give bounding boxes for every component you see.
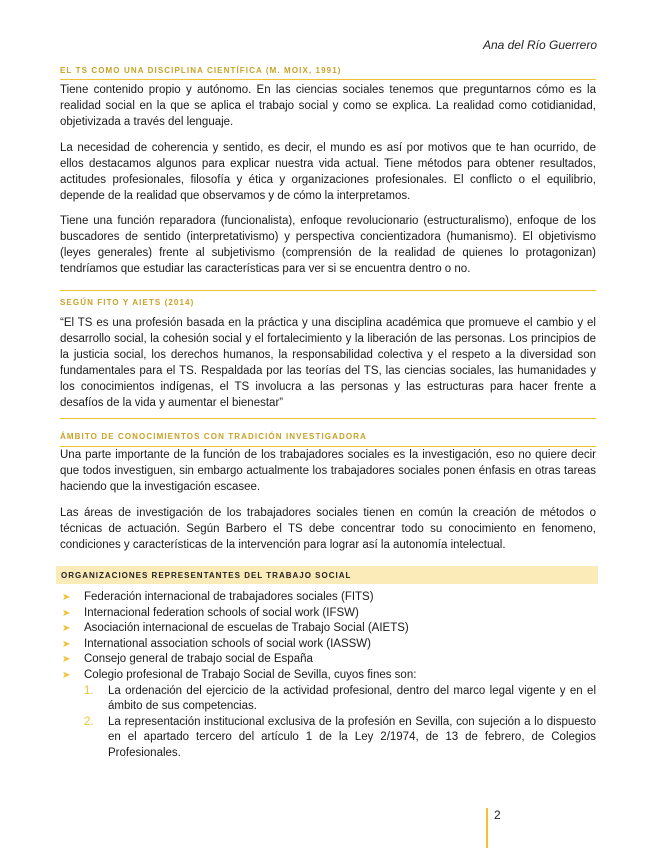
page-number: 2 xyxy=(486,808,501,848)
section-divider xyxy=(60,79,596,80)
sub-list xyxy=(84,684,596,762)
arrow-right-icon: ➤ xyxy=(62,623,71,635)
arrow-right-icon: ➤ xyxy=(62,592,71,603)
list-item: ➤ International association schools of social work (IASSW) xyxy=(60,637,596,653)
list-item: ➤ Federación internacional de trabajadores sociales (FITS) xyxy=(60,590,596,606)
paragraph: Tiene contenido propio y autónomo. En las ciencias sociales tenemos que preguntarnos cómo es la realidad social en la que se aplica el trabajo social y como se explica. La realidad como cotidianidad, objetivizada a través del lenguaje. xyxy=(60,84,596,128)
section-title-ts-disciplina: EL TS COMO UNA DISCIPLINA CIENTÍFICA (M. MOIX, 1991) xyxy=(60,66,342,75)
list-item: ➤ Colegio profesional de Trabajo Social de Sevilla, cuyos fines son: 1. La ordenación del ejercicio de la actividad profesional, dentro del marco legal vigente y en el ámbito de sus competencias. 2. La representación institucional exclusiva de la profesión en Sevilla, con sujeción a lo dispuesto en el apartado tercero del artículo 1 de la Ley 2/1974, de 13 de febrero, de Colegios Profesionales. xyxy=(60,668,596,762)
arrow-right-icon: ➤ xyxy=(62,654,71,666)
arrow-right-icon: ➤ xyxy=(62,638,71,650)
arrow-right-icon: ➤ xyxy=(62,607,71,619)
list-item: ➤ Internacional federation schools of social work (IFSW) xyxy=(60,606,596,622)
section-title-ambito: ÁMBITO DE CONOCIMIENTOS CON TRADICIÓN INVESTIGADORA xyxy=(60,432,367,441)
quote-paragraph: “El TS es una profesión basada en la práctica y una disciplina académica que promueve el cambio y el desarrollo social, la cohesión social y el fortalecimiento y la liberación de las personas. Los principios de la justicia social, los derechos humanos, la responsabilidad colectiva y el respeto a la diversidad son fundamentales para el TS. Respaldada por las teorías del TS, las ciencias sociales, las humanidades y los conocimientos indígenas, el TS involucra a las personas y las estructuras para hacer frente a desafíos de la vida y aumentar el bienestar” xyxy=(60,317,596,409)
sub-list-item: 1. La ordenación del ejercicio de la actividad profesional, dentro del marco legal vigente y en el ámbito de sus competencias. xyxy=(84,684,596,713)
section-divider xyxy=(60,290,596,291)
paragraph: Una parte importante de la función de los trabajadores sociales es la investigación, eso no quiere decir que todos investiguen, sin embargo actualmente los trabajadores sociales ponen énfasis en otras tareas haciendo que la investigación escasee. xyxy=(60,449,596,493)
section-title-organizaciones: ORGANIZACIONES REPRESENTANTES DEL TRABAJO SOCIAL xyxy=(61,571,352,580)
paragraph: Tiene una función reparadora (funcionalista), enfoque revolucionario (estructuralismo), enfoque de los buscadores de sentido (interpretativismo) y perspectiva concientizadora (humanismo). El objetivismo (leyes generales) frente al subjetivismo (comprensión de la realidad de quienes lo protagonizan) tendríamos que estudiar las características para ver si se encuentra dentro o no. xyxy=(60,215,596,275)
paragraph: La necesidad de coherencia y sentido, es decir, el mundo es así por motivos que te han ocurrido, de ellos destacamos algunos para explicar nuestra vida actual. Tiene métodos para obtener resultados, actitudes profesionales, filosofía y ética y organizaciones profesionales. El conflicto o el equilibrio, depende de la realidad que observamos y de cómo la interpretamos. xyxy=(60,142,596,202)
list-item: ➤ Consejo general de trabajo social de España xyxy=(60,652,596,668)
paragraph: Las áreas de investigación de los trabajadores sociales tienen en común la creación de métodos o técnicas de actuación. Según Barbero el TS debe concentrar todo su conocimiento en fenomeno, condiciones y características de la intervención para lograr así la autonomía intelectual. xyxy=(60,507,596,551)
page-header-author: Ana del Río Guerrero xyxy=(482,38,597,52)
sub-list-item: 2. La representación institucional exclusiva de la profesión en Sevilla, con sujeción a lo dispuesto en el apartado tercero del artículo 1 de la Ley 2/1974, de 13 de febrero, de Colegios Profesionales. xyxy=(84,715,596,759)
section-divider xyxy=(60,418,596,419)
organizations-list xyxy=(60,590,596,762)
list-item: ➤ Asociación internacional de escuelas de Trabajo Social (AIETS) xyxy=(60,621,596,637)
section-title-fito-aiets: SEGÚN FITO Y AIETS (2014) xyxy=(60,298,195,307)
arrow-right-icon: ➤ xyxy=(62,669,71,681)
